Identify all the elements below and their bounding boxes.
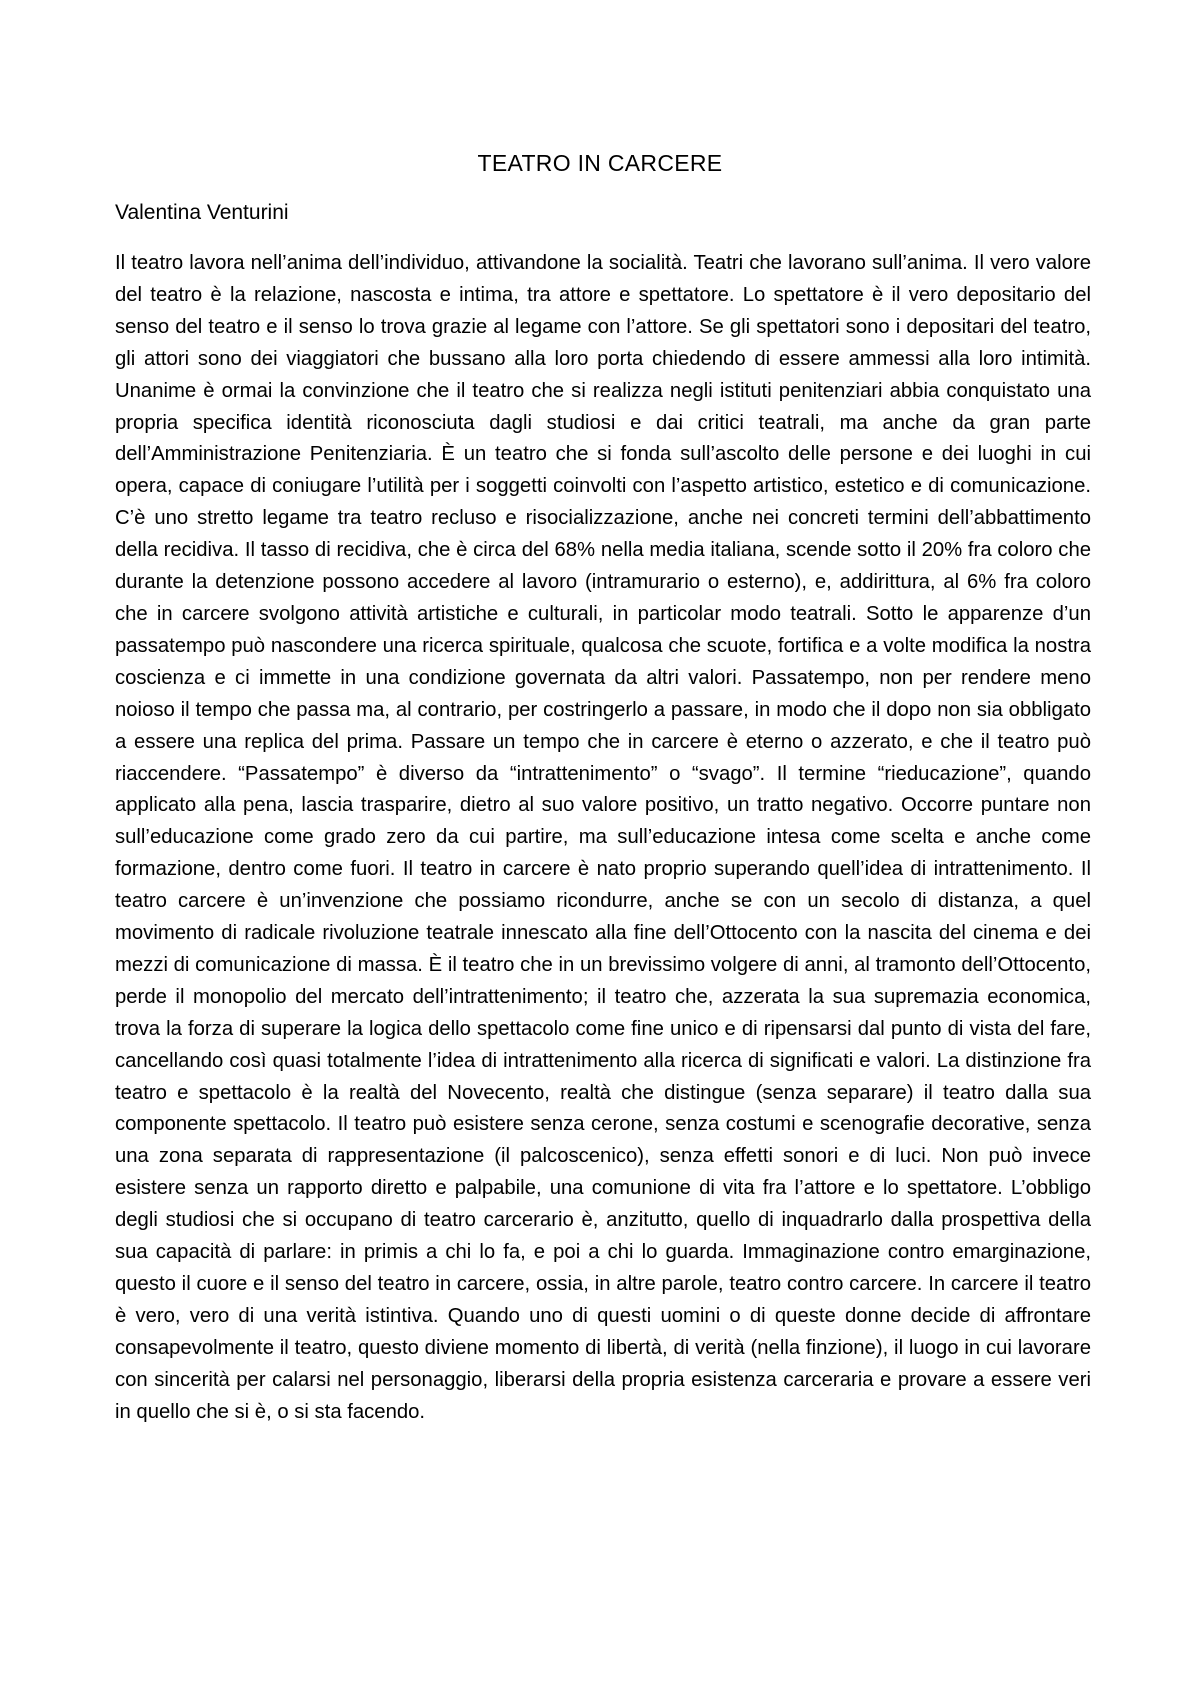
document-author: Valentina Venturini bbox=[115, 201, 289, 224]
body-paragraph: Il teatro lavora nell’anima dell’individuo, attivandone la socialità. Teatri che lavorano sull’anima. Il vero valore del teatro è la relazione, nascosta e intima, tra attore e spettatore. Lo spettatore è il vero depositario del senso del teatro e il senso lo trova grazie al legame con l’attore. Se gli spettatori sono i depositari del teatro, gli attori sono dei viaggiatori che bussano alla loro porta chiedendo di essere ammessi alla loro intimità. Unanime è ormai la convinzione che il teatro che si realizza negli istituti penitenziari abbia conquistato una propria specifica identità riconosciuta dagli studiosi e dai critici teatrali, ma anche da gran parte dell’Amministrazione Penitenziaria. È un teatro che si fonda sull’ascolto delle persone e dei luoghi in cui opera, capace di coniugare l’utilità per i soggetti coinvolti con l’aspetto artistico, estetico e di comunicazione. C’è uno stretto legame tra teatro recluso e risocializzazione, anche nei concreti termini dell’abbattimento della recidiva. Il tasso di recidiva, che è circa del 68% nella media italiana, scende sotto il 20% fra coloro che durante la detenzione possono accedere al lavoro (intramurario o esterno), e, addirittura, al 6% fra coloro che in carcere svolgono attività artistiche e culturali, in particolar modo teatrali. Sotto le apparenze d’un passatempo può nascondere una ricerca spirituale, qualcosa che scuote, fortifica e a volte modifica la nostra coscienza e ci immette in una condizione governata da altri valori. Passatempo, non per rendere meno noioso il tempo che passa ma, al contrario, per costringerlo a passare, in modo che il dopo non sia obbligato a essere una replica del prima. Passare un tempo che in carcere è eterno o azzerato, e che il teatro può riaccendere. “Passatempo” è diverso da “intrattenimento” o “svago”. Il termine “rieducazione”, quando applicato alla pena, lascia trasparire, dietro al suo valore positivo, un tratto negativo. Occorre puntare non sull’educazione come grado zero da cui partire, ma sull’educazione intesa come scelta e anche come formazione, dentro come fuori. Il teatro in carcere è nato proprio superando quell’idea di intrattenimento. Il teatro carcere è un’invenzione che possiamo ricondurre, anche se con un secolo di distanza, a quel movimento di radicale rivoluzione teatrale innescato alla fine dell’Ottocento con la nascita del cinema e dei mezzi di comunicazione di massa. È il teatro che in un brevissimo volgere di anni, al tramonto dell’Ottocento, perde il monopolio del mercato dell’intrattenimento; il teatro che, azzerata la sua supremazia economica, trova la forza di superare la logica dello spettacolo come fine unico e di ripensarsi dal punto di vista del fare, cancellando così quasi totalmente l’idea di intrattenimento alla ricerca di significati e valori. La distinzione fra teatro e spettacolo è la realtà del Novecento, realtà che distingue (senza separare) il teatro dalla sua componente spettacolo. Il teatro può esistere senza cerone, senza costumi e scenografie decorative, senza una zona separata di rappresentazione (il palcoscenico), senza effetti sonori e di luci. Non può invece esistere senza un rapporto diretto e palpabile, una comunione di vita fra l’attore e lo spettatore. L’obbligo degli studiosi che si occupano di teatro carcerario è, anzitutto, quello di inquadrarlo dalla prospettiva della sua capacità di parlare: in primis a chi lo fa, e poi a chi lo guarda. Immaginazione contro emarginazione, questo il cuore e il senso del teatro in carcere, ossia, in altre parole, teatro contro carcere. In carcere il teatro è vero, vero di una verità istintiva. Quando uno di questi uomini o di queste donne decide di affrontare consapevolmente il teatro, questo diviene momento di libertà, di verità (nella finzione), il luogo in cui lavorare con sincerità per calarsi nel personaggio, liberarsi della propria esistenza carceraria e provare a essere veri in quello che si è, o si sta facendo. bbox=[115, 252, 1091, 1423]
document-title: TEATRO IN CARCERE bbox=[477, 150, 723, 176]
